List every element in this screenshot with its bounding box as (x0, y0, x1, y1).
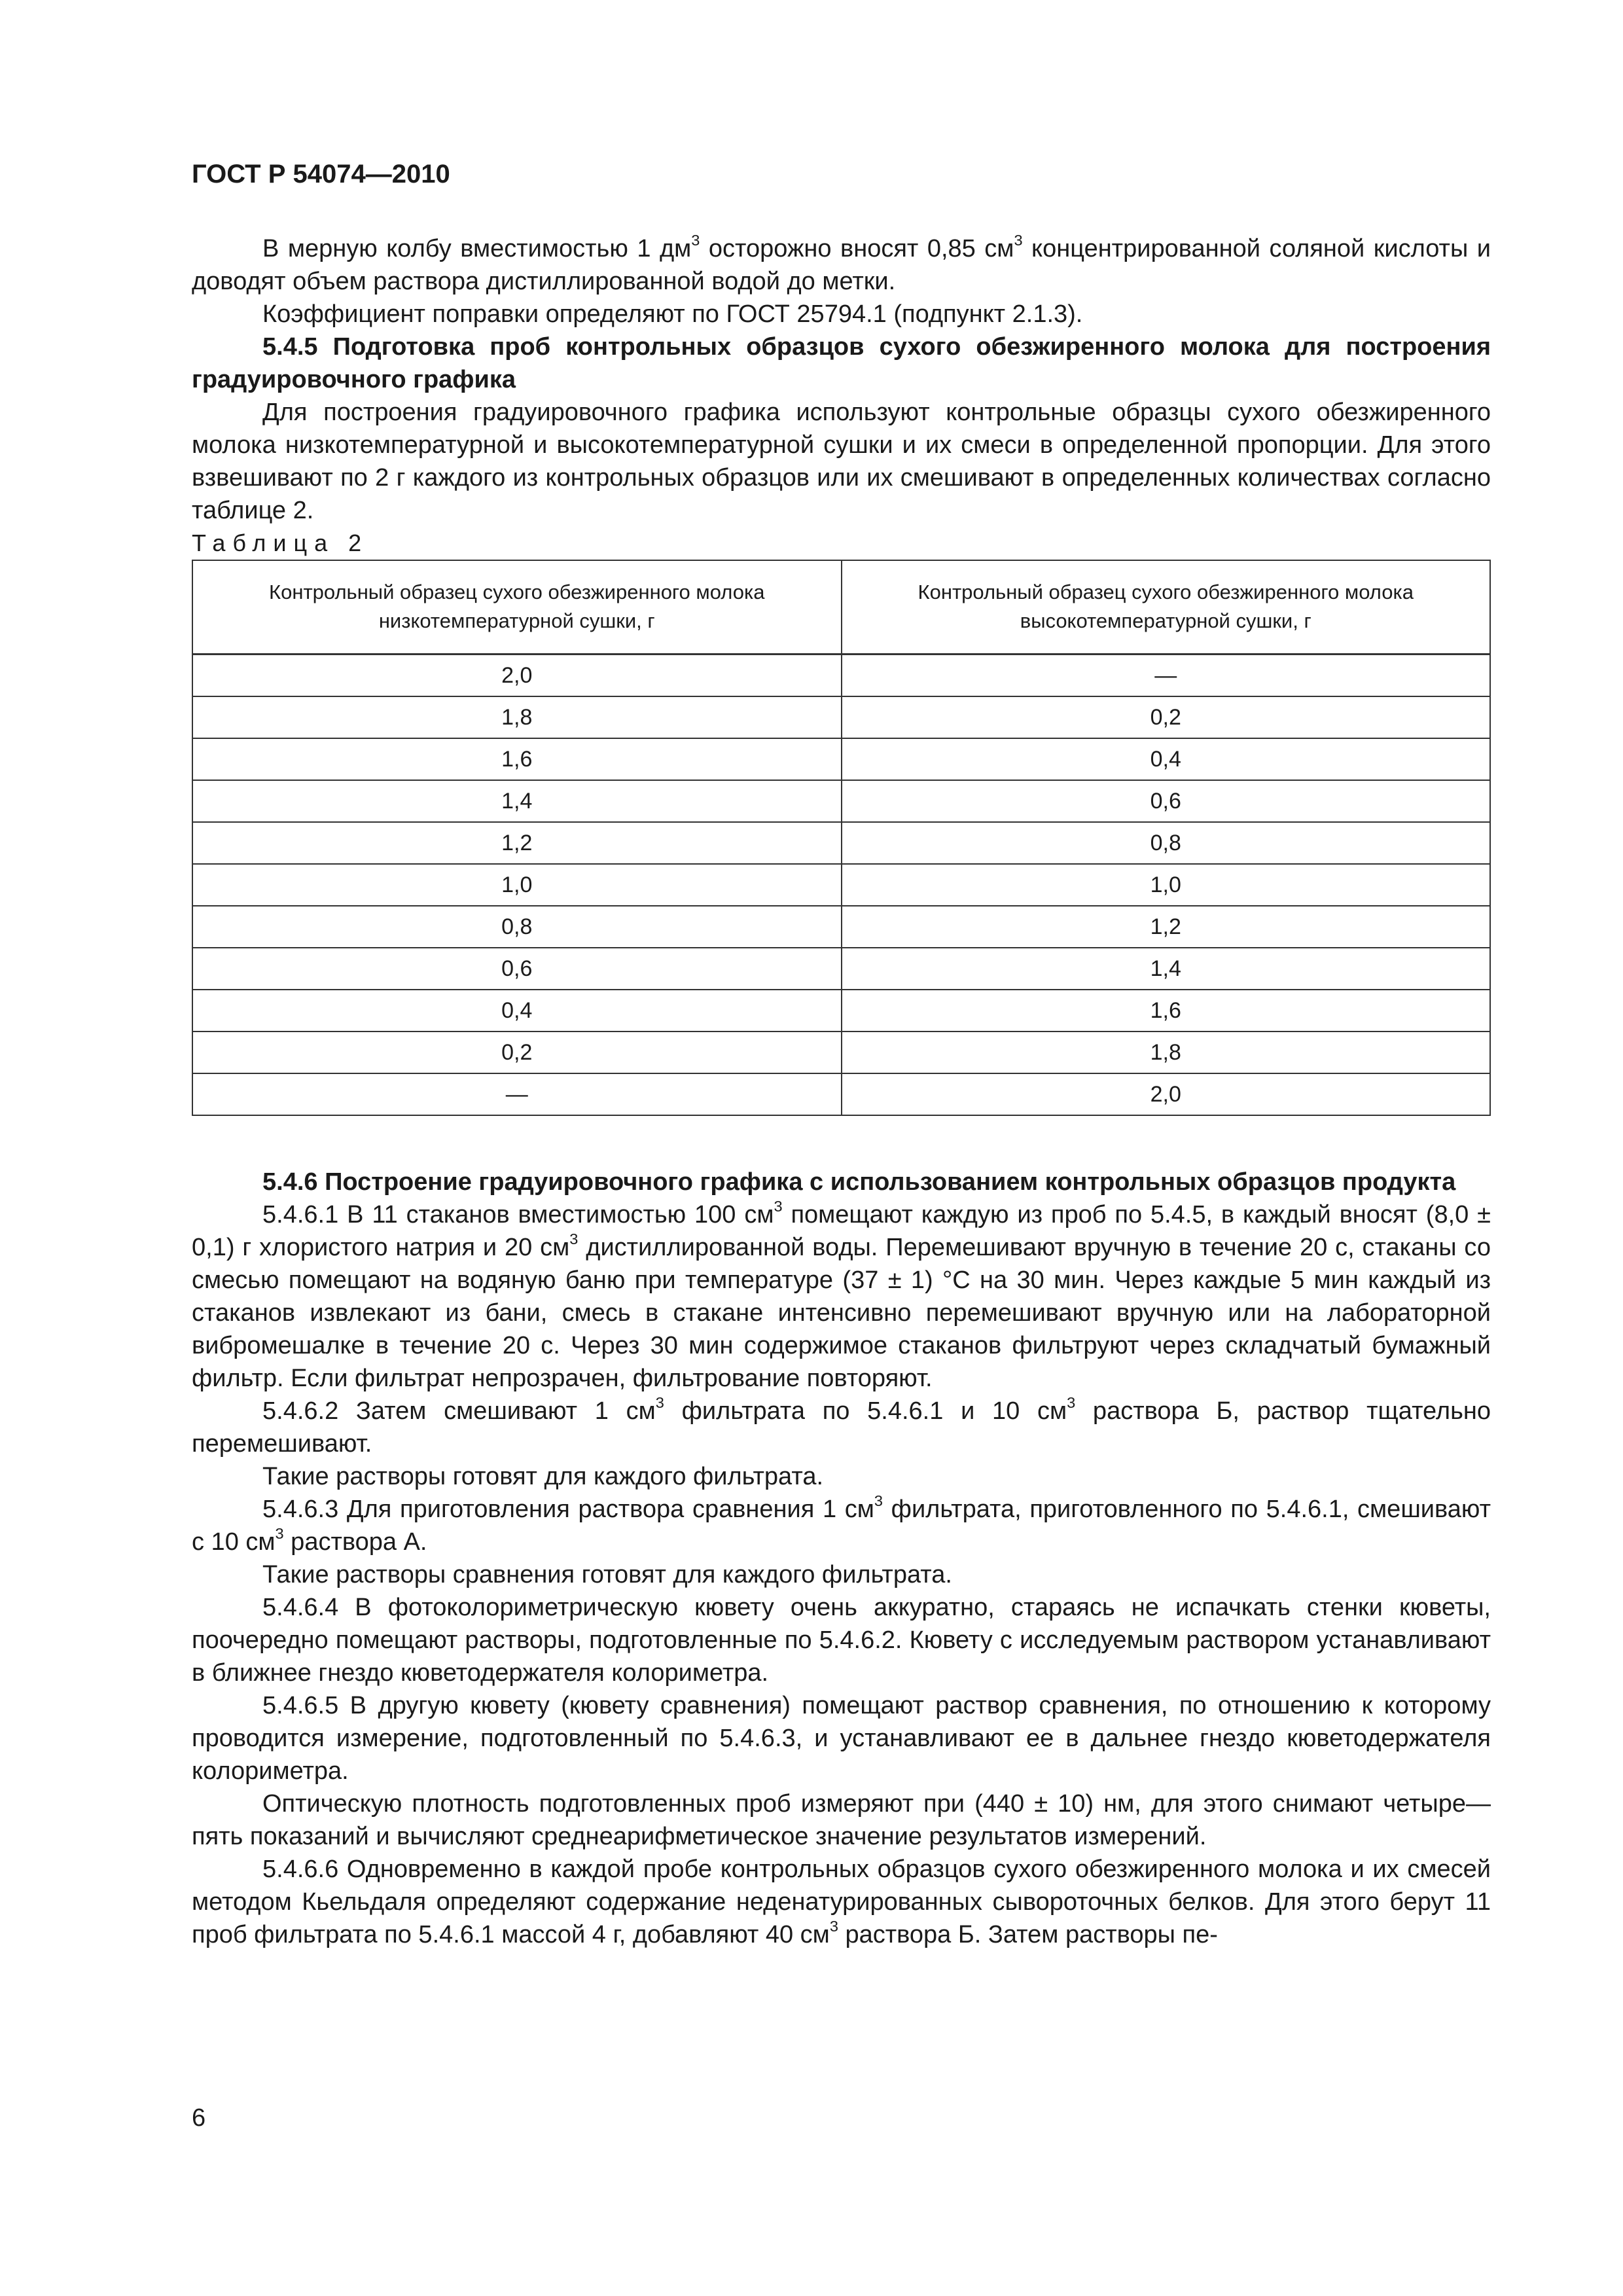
table-row (192, 696, 1490, 738)
text-run: помещают каждую из проб по 5.4.5, в каждый вносят (8,0 ± 0,1) г хлористого натрия и 20 см (192, 1200, 1491, 1261)
table-row (192, 990, 1490, 1031)
table-row (192, 822, 1490, 864)
table-row (192, 738, 1490, 780)
paragraph (192, 1591, 1491, 1689)
cell-high-temp: 0,6 (842, 780, 1491, 822)
cell-high-temp: 1,6 (842, 990, 1491, 1031)
table-row (192, 780, 1490, 822)
table-row (192, 654, 1490, 696)
text-run: В мерную колбу вместимостью 1 дм (262, 235, 692, 262)
text-run: дистиллированной воды. Перемешивают вручную в течение 20 с, стаканы со смесью помещают на водяную баню при температуре (37 ± 1) °С на 30 мин. Через каждые 5 мин каждый из стаканов извлекают из бани, смесь в стакане интенсивно перемешивают вручную или на лабораторной вибромешалке в течение 20 с. Через 30 мин содержимое стаканов фильтруют через складчатый бумажный фильтр. Если фильтрат непрозрачен, фильтрование повторяют. (192, 1233, 1491, 1392)
paragraphs-before-table (192, 232, 1491, 527)
paragraph (192, 298, 1491, 331)
text-run: 5.4.6.4 В фотоколориметрическую кювету очень аккуратно, стараясь не испачкать стенки кюветы, поочередно помещают растворы, подготовленные по 5.4.6.2. Кювету с исследуемым раствором устанавливают в ближнее гнездо кюветодержателя колориметра. (192, 1593, 1491, 1687)
paragraph (192, 1558, 1491, 1591)
document-code-header: ГОСТ Р 54074—2010 (192, 160, 450, 188)
cell-high-temp: 0,8 (842, 822, 1491, 864)
text-run: раствора Б. Затем растворы пе- (838, 1920, 1218, 1948)
section-heading (192, 331, 1491, 396)
superscript: 3 (874, 1492, 883, 1509)
paragraph (192, 232, 1491, 298)
superscript: 3 (569, 1230, 579, 1247)
cell-high-temp: — (842, 654, 1491, 696)
text-run: фильтрата по 5.4.6.1 и 10 см (664, 1397, 1067, 1425)
section-heading (192, 1166, 1491, 1198)
cell-high-temp: 0,2 (842, 696, 1491, 738)
cell-low-temp: 1,2 (192, 822, 842, 864)
superscript: 3 (1067, 1393, 1076, 1411)
cell-low-temp: 1,0 (192, 864, 842, 906)
text-run: Для построения градуировочного графика используют контрольные образцы сухого обезжиренного молока низкотемпературной и высокотемпературной сушки и их смеси в определенной пропорции. Для этого взвешивают по 2 г каждого из контрольных образцов или их смешивают в определенных количествах согласно таблице 2. (192, 399, 1491, 524)
text-run: 5.4.6 Построение градуировочного графика с использованием контрольных образцов продукта (262, 1168, 1456, 1196)
table-header-row (192, 560, 1490, 654)
paragraph (192, 396, 1491, 527)
cell-low-temp: 2,0 (192, 654, 842, 696)
text-run: Такие растворы сравнения готовят для каждого фильтрата. (262, 1560, 952, 1588)
text-run: 5.4.6.6 Одновременно в каждой пробе контрольных образцов сухого обезжиренного молока и их смесей методом Кьельдаля определяют содержание неденатурированных сывороточных белков. Для этого берут 11 проб фильтрата по 5.4.6.1 массой 4 г, добавляют 40 см (192, 1855, 1491, 1948)
table-header-high-temp: Контрольный образец сухого обезжиренного молока высокотемпературной сушки, г (842, 560, 1491, 654)
cell-low-temp: 0,6 (192, 948, 842, 990)
cell-high-temp: 1,8 (842, 1031, 1491, 1073)
cell-high-temp: 1,4 (842, 948, 1491, 990)
table-body (192, 654, 1490, 1115)
paragraph (192, 1395, 1491, 1460)
cell-low-temp: 1,8 (192, 696, 842, 738)
superscript: 3 (774, 1197, 783, 1215)
table-caption: Таблица 2 (192, 529, 369, 556)
cell-high-temp: 0,4 (842, 738, 1491, 780)
paragraph (192, 1689, 1491, 1787)
cell-high-temp: 2,0 (842, 1073, 1491, 1115)
paragraphs-after-table (192, 1166, 1491, 1951)
cell-high-temp: 1,0 (842, 864, 1491, 906)
table-row (192, 864, 1490, 906)
paragraph (192, 1493, 1491, 1558)
table-row (192, 1073, 1490, 1115)
table-row (192, 948, 1490, 990)
cell-low-temp: 0,4 (192, 990, 842, 1031)
table-row (192, 1031, 1490, 1073)
document-body (192, 232, 1491, 1951)
text-run: 5.4.6.2 Затем смешивают 1 см (262, 1397, 656, 1425)
superscript: 3 (1014, 232, 1023, 249)
superscript: 3 (655, 1393, 664, 1411)
superscript: 3 (275, 1524, 284, 1542)
paragraph (192, 1460, 1491, 1493)
paragraph (192, 1787, 1491, 1853)
cell-low-temp: — (192, 1073, 842, 1115)
text-run: 5.4.6.5 В другую кювету (кювету сравнения) помещают раствор сравнения, по отношению к которому проводится измерение, подготовленный по 5.4.6.3, и устанавливают ее в дальнее гнездо кюветодержателя колориметра. (192, 1691, 1491, 1785)
table-header-low-temp: Контрольный образец сухого обезжиренного молока низкотемпературной сушки, г (192, 560, 842, 654)
text-run: 5.4.6.1 В 11 стаканов вместимостью 100 см (262, 1200, 774, 1229)
paragraph (192, 1853, 1491, 1951)
text-run: фильтрата, приготовленного по 5.4.6.1, смешивают с 10 см (192, 1495, 1491, 1556)
cell-low-temp: 1,6 (192, 738, 842, 780)
cell-low-temp: 0,8 (192, 906, 842, 948)
superscript: 3 (829, 1917, 838, 1935)
paragraph (192, 1198, 1491, 1395)
superscript: 3 (691, 232, 700, 249)
cell-low-temp: 0,2 (192, 1031, 842, 1073)
text-run: раствора Б, раствор тщательно перемешивают. (192, 1397, 1491, 1458)
text-run: Коэффициент поправки определяют по ГОСТ 25794.1 (подпункт 2.1.3). (262, 300, 1083, 328)
sample-ratio-table (192, 560, 1491, 1116)
table-row (192, 906, 1490, 948)
text-run: раствора А. (283, 1528, 427, 1556)
text-run: Оптическую плотность подготовленных проб измеряют при (440 ± 10) нм, для этого снимают четыре—пять показаний и вычисляют среднеарифметическое значение результатов измерений. (192, 1789, 1491, 1850)
page-number: 6 (192, 2104, 206, 2132)
cell-low-temp: 1,4 (192, 780, 842, 822)
text-run: концентрированной соляной кислоты и доводят объем раствора дистиллированной водой до метки. (192, 235, 1491, 295)
cell-high-temp: 1,2 (842, 906, 1491, 948)
text-run: 5.4.5 Подготовка проб контрольных образцов сухого обезжиренного молока для построения градуировочного графика (192, 333, 1491, 393)
text-run: 5.4.6.3 Для приготовления раствора сравнения 1 см (262, 1495, 874, 1523)
text-run: осторожно вносят 0,85 см (700, 235, 1014, 262)
text-run: Такие растворы готовят для каждого фильтрата. (262, 1462, 824, 1490)
